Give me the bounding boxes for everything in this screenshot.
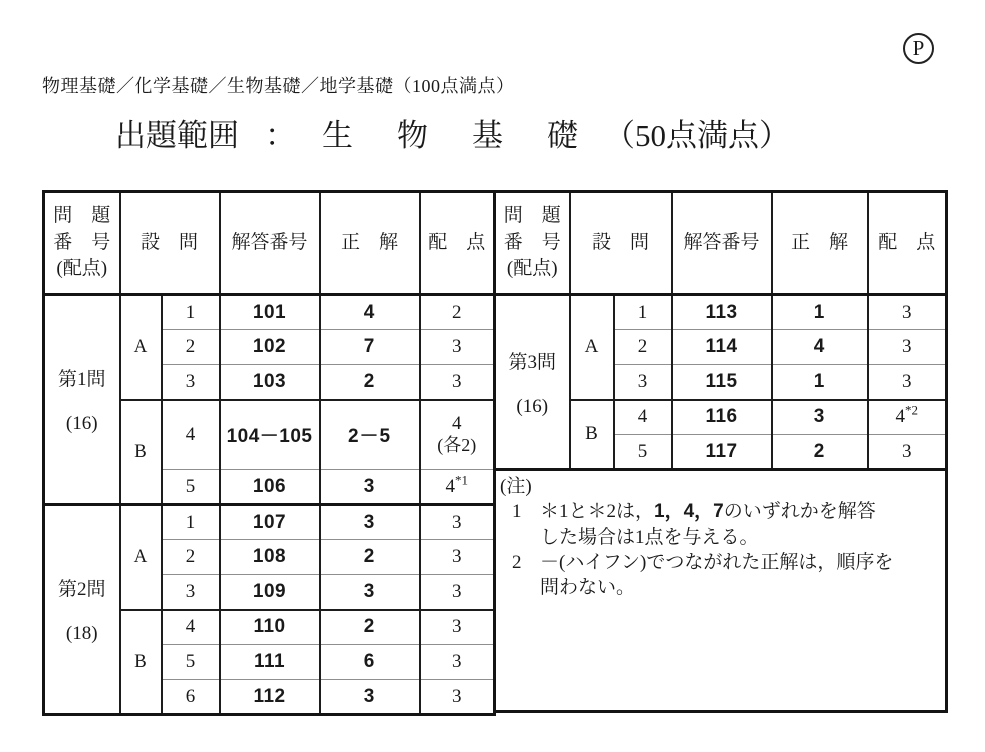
points-cell: 4$^{*1}$: [420, 470, 495, 505]
question-cell: 6: [162, 680, 220, 715]
note-item: 1 ＊1と＊2は，1，4，7のいずれかを解答: [500, 499, 941, 524]
subject-list-line: 物理基礎／化学基礎／生物基礎／地学基礎（100点満点）: [42, 76, 515, 96]
header-points: 配 点: [420, 192, 495, 295]
points-cell: 3: [420, 330, 495, 365]
points-cell: 4 (各2): [420, 400, 495, 470]
points-cell: 3: [420, 540, 495, 575]
points-cell: 3: [420, 505, 495, 540]
title-colon: ：: [265, 118, 296, 153]
correct-answer-cell: 4: [320, 295, 420, 330]
answer-table-left: [42, 190, 496, 716]
section-title: 第2問: [57, 579, 106, 600]
points-cell: 4$^{*2}$: [868, 400, 947, 435]
answer-number-cell: 106: [220, 470, 320, 505]
correct-answer-cell: 2－5: [320, 400, 420, 470]
points-cell: 3: [420, 575, 495, 610]
answer-number-cell: 114: [672, 330, 772, 365]
answer-number-cell: 102: [220, 330, 320, 365]
answer-number-cell: 116: [672, 400, 772, 435]
section-points: (16): [516, 395, 549, 417]
question-cell: 5: [162, 645, 220, 680]
table-row: [44, 295, 495, 330]
title-score: （50点満点）: [604, 118, 790, 153]
section-title: 第1問: [57, 369, 106, 390]
correct-answer-cell: 2: [320, 365, 420, 400]
header-answer-number: 解答番号: [220, 192, 320, 295]
answer-number-cell: 115: [672, 365, 772, 400]
note-item: 2 －(ハイフン)でつながれた正解は，順序を: [500, 550, 941, 575]
correct-answer-cell: 1: [772, 295, 868, 330]
group-letter-cell: A: [120, 295, 162, 400]
points-each-note: (各2): [437, 435, 477, 456]
group-letter-cell: B: [120, 610, 162, 715]
header-row: [495, 192, 947, 295]
answer-number-cell: 109: [220, 575, 320, 610]
header-setsumon: 設 問: [570, 192, 672, 295]
note-row: [495, 470, 947, 712]
title-label: 出題範囲: [115, 118, 239, 153]
question-cell: 1: [614, 295, 672, 330]
correct-answer-cell: 3: [772, 400, 868, 435]
section-points: (16): [65, 413, 98, 434]
note-item-number: 1: [512, 501, 522, 523]
answer-number-cell: 112: [220, 680, 320, 715]
correct-answer-cell: 3: [320, 575, 420, 610]
correct-answer-cell: 2: [320, 610, 420, 645]
header-row: [44, 192, 495, 295]
section-cell: [495, 295, 570, 470]
points-cell: 3: [420, 365, 495, 400]
points-cell: 3: [868, 435, 947, 470]
note-item-continuation: 問わない。: [540, 577, 636, 599]
group-letter-cell: B: [120, 400, 162, 505]
page-title: [115, 110, 790, 155]
question-cell: 1: [162, 505, 220, 540]
circled-p-marker: [903, 33, 934, 64]
answer-number-cell: 110: [220, 610, 320, 645]
answer-number-cell: 107: [220, 505, 320, 540]
group-letter-cell: B: [570, 400, 614, 470]
points-cell: 3: [868, 365, 947, 400]
section-points: (18): [65, 623, 98, 644]
answer-number-cell: 101: [220, 295, 320, 330]
correct-answer-cell: 1: [772, 365, 868, 400]
note-item-continuation: した場合は1点を与える。: [540, 526, 759, 548]
table-row: [44, 505, 495, 540]
question-cell: 2: [614, 330, 672, 365]
section-cell: [44, 505, 120, 715]
correct-answer-cell: 3: [320, 470, 420, 505]
correct-answer-cell: 7: [320, 330, 420, 365]
header-answer-number: 解答番号: [672, 192, 772, 295]
correct-answer-cell: 6: [320, 645, 420, 680]
answer-number-cell: 108: [220, 540, 320, 575]
header-points: 配 点: [868, 192, 947, 295]
answer-number-cell: 103: [220, 365, 320, 400]
question-cell: 3: [614, 365, 672, 400]
note-bold-digits: 1，4，7: [654, 501, 724, 523]
points-cell: 3: [420, 645, 495, 680]
header-correct: 正 解: [320, 192, 420, 295]
note-label: (注): [500, 476, 532, 497]
header-question-number: 問 題 番 号 (配点): [495, 192, 570, 295]
points-asterisk: *2: [905, 403, 919, 418]
question-cell: 3: [162, 575, 220, 610]
header-correct: 正 解: [772, 192, 868, 295]
correct-answer-cell: 4: [772, 330, 868, 365]
header-question-number: 問 題 番 号 (配点): [44, 192, 120, 295]
points-cell: 2: [420, 295, 495, 330]
points-cell: 3: [868, 295, 947, 330]
points-cell: 3: [420, 680, 495, 715]
points-cell: 3: [868, 330, 947, 365]
points-asterisk: *1: [455, 472, 469, 488]
question-cell: 5: [162, 470, 220, 505]
marker-letter: P: [912, 36, 925, 60]
header-setsumon: 設 問: [120, 192, 220, 295]
question-cell: 4: [614, 400, 672, 435]
question-cell: 4: [162, 610, 220, 645]
answer-table-right: [493, 190, 948, 713]
answer-number-cell: 111: [220, 645, 320, 680]
correct-answer-cell: 3: [320, 680, 420, 715]
answer-number-cell: 117: [672, 435, 772, 470]
question-cell: 2: [162, 540, 220, 575]
note-item-number: 2: [512, 551, 522, 573]
correct-answer-cell: 2: [772, 435, 868, 470]
question-cell: 5: [614, 435, 672, 470]
correct-answer-cell: 3: [320, 505, 420, 540]
answer-number-cell: 113: [672, 295, 772, 330]
question-cell: 4: [162, 400, 220, 470]
question-cell: 3: [162, 365, 220, 400]
question-cell: 1: [162, 295, 220, 330]
correct-answer-cell: 2: [320, 540, 420, 575]
section-title: 第3問: [508, 351, 556, 373]
note-cell: [495, 470, 947, 712]
group-letter-cell: A: [570, 295, 614, 400]
section-cell: [44, 295, 120, 505]
table-row: [495, 295, 947, 330]
answer-number-cell: 104－105: [220, 400, 320, 470]
title-subject-name: 生物基礎: [322, 118, 622, 153]
group-letter-cell: A: [120, 505, 162, 610]
question-cell: 2: [162, 330, 220, 365]
points-cell: 3: [420, 610, 495, 645]
